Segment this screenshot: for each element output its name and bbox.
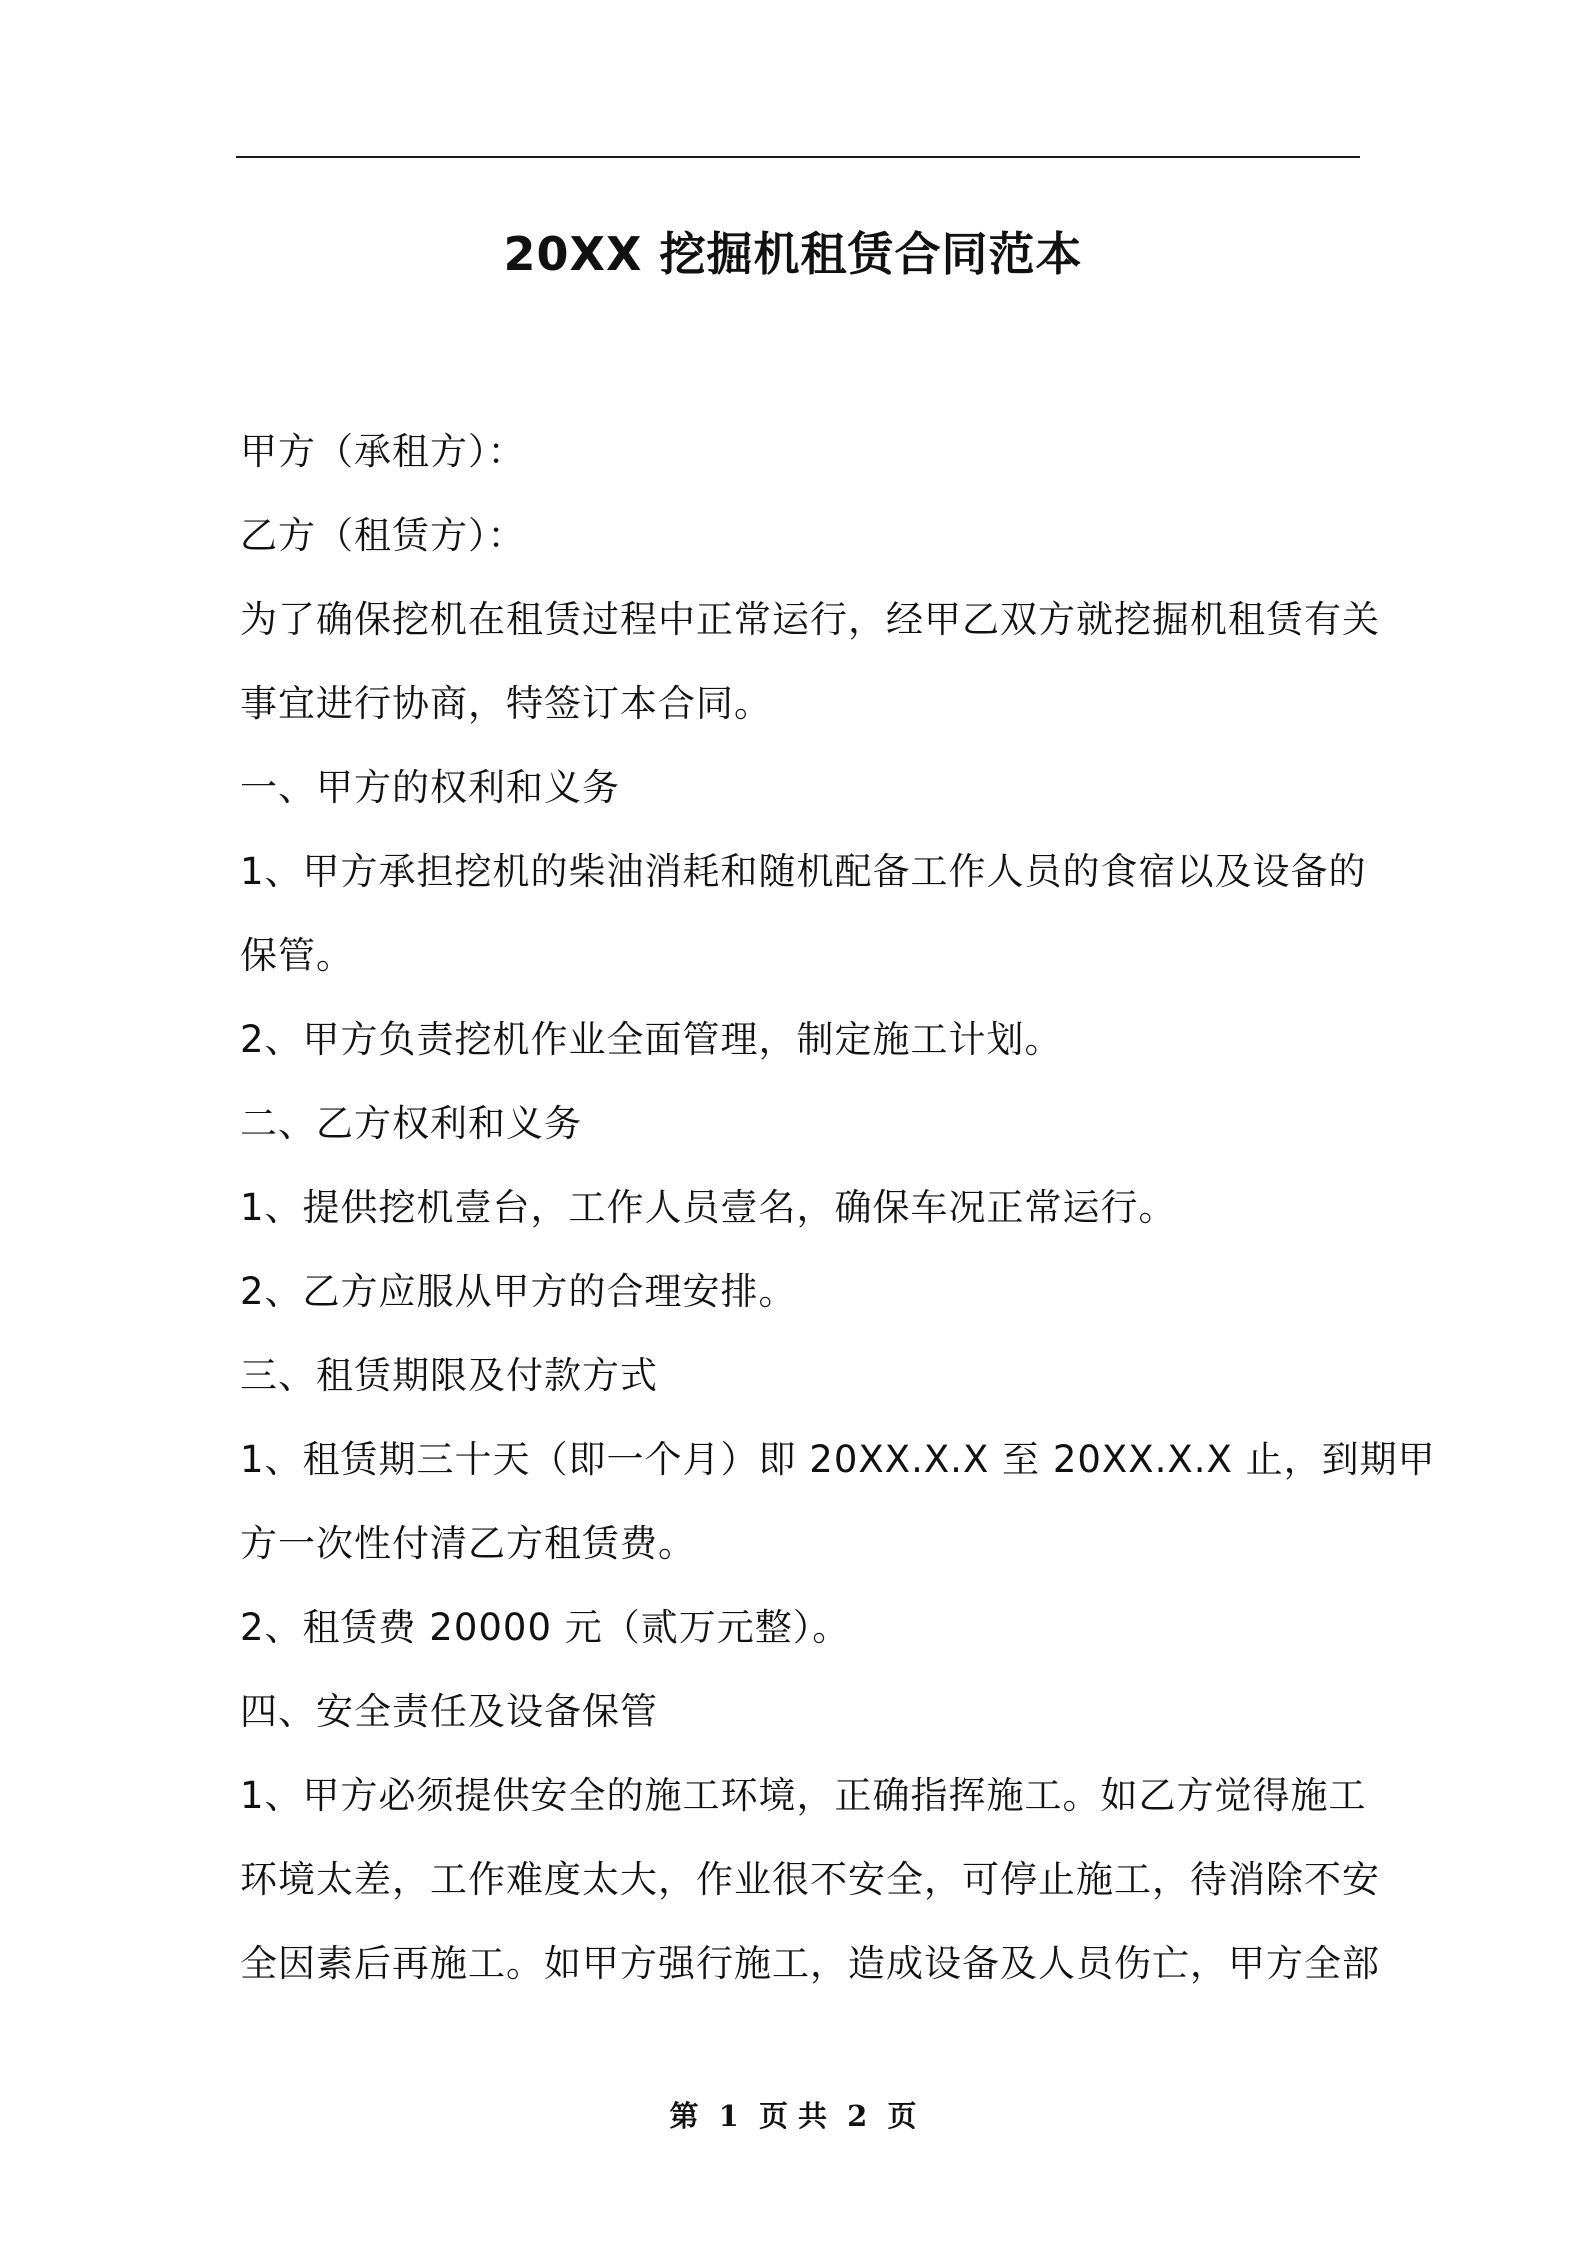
header-rule: [236, 156, 1360, 158]
section-heading-3: 三、租赁期限及付款方式: [240, 1354, 658, 1397]
intro-line-2: 事宜进行协商，特签订本合同。: [240, 682, 772, 725]
footer-middle: 页 共: [758, 2099, 828, 2133]
party-a-line: 甲方（承租方）：: [240, 430, 526, 473]
document-body: [240, 410, 1436, 2006]
intro-line-1: 为了确保挖机在租赁过程中正常运行，经甲乙双方就挖掘机租赁有关: [240, 598, 1380, 641]
section-4-item-1-line-3: 全因素后再施工。如甲方强行施工，造成设备及人员伤亡，甲方全部: [240, 1942, 1380, 1985]
section-2-item-2: 2、乙方应服从甲方的合理安排。: [240, 1270, 797, 1313]
section-1-item-1-line-1: 1、甲方承担挖机的柴油消耗和随机配备工作人员的食宿以及设备的: [240, 850, 1367, 893]
section-4-item-1-line-2: 环境太差，工作难度太大，作业很不安全，可停止施工，待消除不安: [240, 1858, 1380, 1901]
section-3-item-2: 2、租赁费 20000 元（贰万元整）。: [240, 1606, 851, 1649]
section-heading-2: 二、乙方权利和义务: [240, 1102, 582, 1145]
section-heading-4: 四、安全责任及设备保管: [240, 1690, 658, 1733]
document-title: 20XX 挖掘机租赁合同范本: [503, 227, 1083, 281]
section-1-item-2: 2、甲方负责挖机作业全面管理，制定施工计划。: [240, 1018, 1063, 1061]
footer-page-total: 2: [847, 2099, 868, 2133]
section-4-item-1-line-1: 1、甲方必须提供安全的施工环境，正确指挥施工。如乙方觉得施工: [240, 1774, 1367, 1817]
section-3-item-1-line-1: 1、租赁期三十天（即一个月）即 20XX.X.X 至 20XX.X.X 止，到期甲: [240, 1438, 1436, 1481]
section-heading-1: 一、甲方的权利和义务: [240, 766, 620, 809]
section-3-item-1-line-2: 方一次性付清乙方租赁费。: [240, 1522, 696, 1565]
page-footer: [0, 2096, 1586, 2136]
party-b-line: 乙方（租赁方）：: [240, 514, 526, 557]
section-2-item-1: 1、提供挖机壹台，工作人员壹名，确保车况正常运行。: [240, 1186, 1177, 1229]
footer-prefix: 第: [669, 2099, 699, 2133]
footer-suffix: 页: [887, 2099, 917, 2133]
section-1-item-1-line-2: 保管。: [240, 934, 354, 977]
footer-page-current: 1: [718, 2099, 739, 2133]
